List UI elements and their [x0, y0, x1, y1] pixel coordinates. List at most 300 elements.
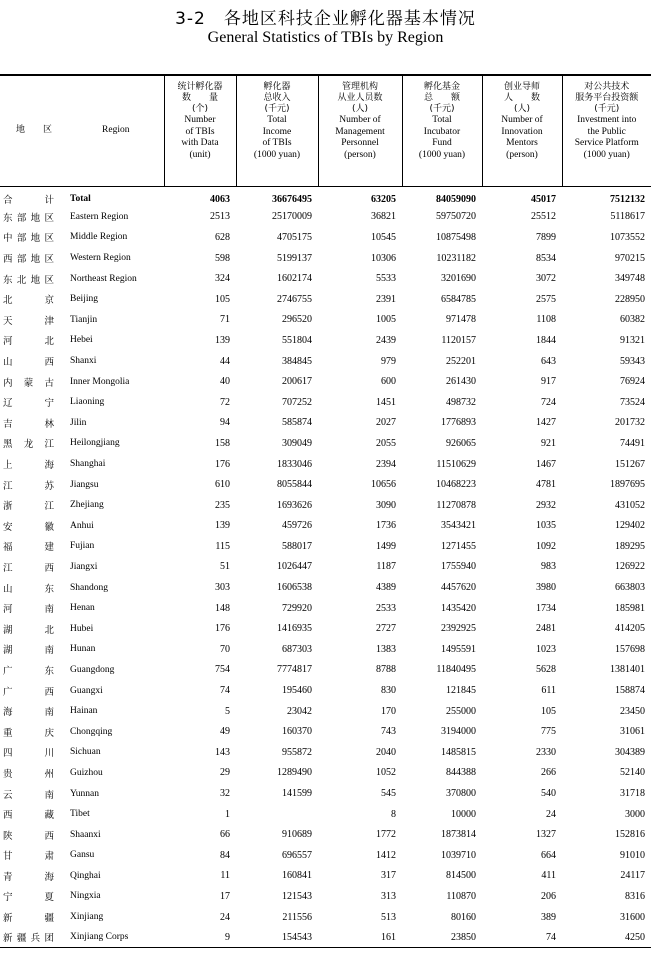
cell-innovation-mentors: 7899	[536, 231, 556, 243]
cell-tbi-count: 29	[220, 767, 230, 779]
cell-incubator-fund: 498732	[446, 396, 476, 408]
cell-innovation-mentors: 24	[546, 808, 556, 820]
cell-platform-investment: 73524	[620, 396, 645, 408]
region-name-cn: 青海	[3, 871, 54, 883]
cell-tbi-count: 2513	[210, 211, 230, 223]
cell-innovation-mentors: 664	[541, 849, 556, 861]
cell-tbi-count: 754	[215, 664, 230, 676]
cell-total-income: 551804	[282, 334, 312, 346]
cell-innovation-mentors: 1092	[536, 540, 556, 552]
cell-management-personnel: 2040	[376, 746, 396, 758]
region-name-en: Anhui	[70, 520, 94, 531]
table-row	[0, 268, 651, 289]
cell-total-income: 8055844	[277, 479, 312, 491]
region-name-cn: 湖北	[3, 624, 54, 636]
region-name-en: Tianjin	[70, 314, 98, 325]
region-name-en: Henan	[70, 603, 95, 614]
cell-innovation-mentors: 643	[541, 355, 556, 367]
cell-tbi-count: 143	[215, 746, 230, 758]
cell-innovation-mentors: 1108	[536, 314, 556, 326]
region-name-cn: 江苏	[3, 480, 54, 492]
table-row	[0, 783, 651, 804]
table-row	[0, 907, 651, 928]
header-tbi-count: 统计孵化器 数 量 (个) Number of TBIs with Data (unit)	[164, 75, 236, 186]
cell-tbi-count: 49	[220, 726, 230, 738]
cell-tbi-count: 139	[215, 520, 230, 532]
region-name-en: Xinjiang Corps	[68, 927, 164, 948]
cell-innovation-mentors: 74	[482, 927, 562, 948]
cell-platform-investment: 1073552	[610, 231, 645, 243]
table-row	[0, 927, 651, 948]
region-name-en: Shanxi	[70, 356, 97, 367]
cell-management-personnel: 317	[381, 870, 396, 882]
cell-management-personnel: 2727	[376, 623, 396, 635]
region-name-en: Shanghai	[70, 459, 106, 470]
cell-total-income: 696557	[282, 849, 312, 861]
cell-innovation-mentors: 4781	[536, 479, 556, 491]
cell-management-personnel: 513	[381, 911, 396, 923]
cell-management-personnel: 1772	[376, 829, 396, 841]
cell-platform-investment: 3000	[625, 808, 645, 820]
cell-total-income: 36676495	[272, 193, 312, 205]
region-name-cn: 上海	[3, 460, 54, 472]
cell-innovation-mentors: 2481	[536, 623, 556, 635]
region-name-cn: 天津	[3, 315, 54, 327]
cell-incubator-fund: 3194000	[441, 726, 476, 738]
cell-innovation-mentors: 917	[541, 376, 556, 388]
cell-incubator-fund: 1039710	[441, 849, 476, 861]
cell-innovation-mentors: 266	[541, 767, 556, 779]
table-row	[0, 371, 651, 392]
region-name-en: Hainan	[70, 706, 98, 717]
cell-incubator-fund: 10231182	[436, 252, 476, 264]
cell-incubator-fund: 84059090	[436, 193, 476, 205]
cell-tbi-count: 84	[220, 849, 230, 861]
cell-total-income: 1606538	[277, 582, 312, 594]
table-row	[0, 248, 651, 269]
cell-management-personnel: 1383	[376, 643, 396, 655]
cell-incubator-fund: 23850	[402, 927, 482, 948]
cell-tbi-count: 176	[215, 458, 230, 470]
cell-total-income: 729920	[282, 602, 312, 614]
cell-management-personnel: 1187	[376, 561, 396, 573]
cell-platform-investment: 23450	[620, 705, 645, 717]
table-row	[0, 577, 651, 598]
cell-tbi-count: 44	[220, 355, 230, 367]
region-name-en: Gansu	[70, 850, 95, 861]
cell-incubator-fund: 1120157	[441, 334, 476, 346]
cell-management-personnel: 161	[318, 927, 402, 948]
region-name-en: Sichuan	[70, 747, 101, 758]
region-name-cn: 北京	[3, 295, 54, 307]
cell-incubator-fund: 3543421	[441, 520, 476, 532]
cell-tbi-count: 70	[220, 643, 230, 655]
cell-platform-investment: 76924	[620, 376, 645, 388]
region-name-cn: 甘肃	[3, 851, 54, 863]
cell-platform-investment: 414205	[615, 623, 645, 635]
region-name-cn: 合计	[3, 195, 54, 207]
cell-innovation-mentors: 775	[541, 726, 556, 738]
region-name-cn: 河南	[3, 604, 54, 616]
cell-total-income: 200617	[282, 376, 312, 388]
table-row	[0, 598, 651, 619]
cell-tbi-count: 24	[220, 911, 230, 923]
cell-platform-investment: 152816	[615, 829, 645, 841]
cell-tbi-count: 303	[215, 582, 230, 594]
region-name-en: Jilin	[70, 417, 87, 428]
cell-innovation-mentors: 206	[541, 890, 556, 902]
cell-total-income: 1833046	[277, 458, 312, 470]
cell-incubator-fund: 2392925	[441, 623, 476, 635]
region-name-cn: 河北	[3, 336, 54, 348]
region-name-cn: 中部地区	[3, 233, 54, 245]
cell-total-income: 23042	[287, 705, 312, 717]
region-name-en: Xinjiang	[70, 912, 104, 923]
region-name-cn: 浙江	[3, 501, 54, 513]
table-title-chinese: 3-2 各地区科技企业孵化器基本情况	[175, 9, 476, 29]
cell-tbi-count: 235	[215, 499, 230, 511]
cell-tbi-count: 94	[220, 417, 230, 429]
cell-total-income: 384845	[282, 355, 312, 367]
cell-tbi-count: 139	[215, 334, 230, 346]
cell-platform-investment: 228950	[615, 293, 645, 305]
cell-innovation-mentors: 5628	[536, 664, 556, 676]
region-name-en: Western Region	[70, 253, 131, 264]
cell-management-personnel: 4389	[376, 582, 396, 594]
cell-total-income: 1693626	[277, 499, 312, 511]
cell-platform-investment: 52140	[620, 767, 645, 779]
region-name-en: Total	[70, 194, 91, 205]
cell-innovation-mentors: 1734	[536, 602, 556, 614]
cell-management-personnel: 2439	[376, 334, 396, 346]
cell-management-personnel: 2027	[376, 417, 396, 429]
cell-platform-investment: 129402	[615, 520, 645, 532]
table-row	[0, 660, 651, 681]
cell-innovation-mentors: 25512	[531, 211, 556, 223]
cell-management-personnel: 5533	[376, 273, 396, 285]
cell-tbi-count: 72	[220, 396, 230, 408]
region-name-cn: 新疆	[3, 913, 54, 925]
cell-management-personnel: 1052	[376, 767, 396, 779]
cell-platform-investment: 91010	[620, 849, 645, 861]
cell-platform-investment: 5118617	[610, 211, 645, 223]
region-name-en: Hebei	[70, 335, 93, 346]
table-row	[0, 495, 651, 516]
region-name-cn: 四川	[3, 748, 54, 760]
cell-total-income: 25170009	[272, 211, 312, 223]
cell-management-personnel: 1005	[376, 314, 396, 326]
cell-incubator-fund: 10875498	[436, 231, 476, 243]
cell-innovation-mentors: 1427	[536, 417, 556, 429]
cell-innovation-mentors: 1467	[536, 458, 556, 470]
cell-management-personnel: 10545	[371, 231, 396, 243]
cell-total-income: 5199137	[277, 252, 312, 264]
region-name-en: Inner Mongolia	[70, 376, 130, 387]
cell-total-income: 1289490	[277, 767, 312, 779]
cell-management-personnel: 3090	[376, 499, 396, 511]
header-row	[0, 75, 651, 186]
cell-management-personnel: 10306	[371, 252, 396, 264]
region-name-cn: 江西	[3, 562, 54, 574]
region-name-en: Tibet	[70, 809, 90, 820]
cell-innovation-mentors: 1844	[536, 334, 556, 346]
cell-platform-investment: 349748	[615, 273, 645, 285]
table-row	[0, 516, 651, 537]
table-row	[0, 207, 651, 228]
cell-incubator-fund: 110870	[446, 890, 476, 902]
table-row	[0, 886, 651, 907]
region-header-cn: 地 区	[0, 75, 68, 186]
cell-tbi-count: 32	[220, 788, 230, 800]
cell-total-income: 1416935	[277, 623, 312, 635]
cell-platform-investment: 7512132	[610, 193, 645, 205]
cell-incubator-fund: 10000	[451, 808, 476, 820]
cell-management-personnel: 313	[381, 890, 396, 902]
region-name-en: Northeast Region	[70, 273, 137, 284]
cell-total-income: 2746755	[277, 293, 312, 305]
cell-management-personnel: 8788	[376, 664, 396, 676]
cell-incubator-fund: 11510629	[436, 458, 476, 470]
region-name-cn: 西部地区	[3, 254, 54, 266]
cell-incubator-fund: 80160	[451, 911, 476, 923]
total-row	[0, 186, 651, 207]
cell-tbi-count: 324	[215, 273, 230, 285]
cell-management-personnel: 8	[391, 808, 396, 820]
table-row	[0, 721, 651, 742]
table-row	[0, 454, 651, 475]
region-name-cn: 福建	[3, 542, 54, 554]
table-row	[0, 351, 651, 372]
cell-platform-investment: 1381401	[610, 664, 645, 676]
cell-platform-investment: 31061	[620, 726, 645, 738]
region-name-en: Zhejiang	[70, 500, 104, 511]
region-name-en: Shaanxi	[70, 829, 101, 840]
statistics-table	[0, 74, 651, 948]
cell-incubator-fund: 1873814	[441, 829, 476, 841]
cell-innovation-mentors: 3072	[536, 273, 556, 285]
region-name-en: Fujian	[70, 541, 95, 552]
region-name-en: Beijing	[70, 294, 98, 305]
cell-platform-investment: 31600	[620, 911, 645, 923]
table-row	[0, 618, 651, 639]
cell-management-personnel: 36821	[371, 211, 396, 223]
cell-tbi-count: 148	[215, 602, 230, 614]
cell-tbi-count: 40	[220, 376, 230, 388]
region-name-en: Jiangsu	[70, 479, 99, 490]
table-row	[0, 536, 651, 557]
table-title-english: General Statistics of TBIs by Region	[207, 29, 444, 46]
region-name-en: Guizhou	[70, 767, 103, 778]
table-row	[0, 227, 651, 248]
cell-total-income: 211556	[282, 911, 312, 923]
cell-innovation-mentors: 540	[541, 788, 556, 800]
cell-total-income: 7774817	[277, 664, 312, 676]
cell-platform-investment: 151267	[615, 458, 645, 470]
cell-innovation-mentors: 724	[541, 396, 556, 408]
region-name-en: Ningxia	[70, 891, 101, 902]
cell-management-personnel: 600	[381, 376, 396, 388]
cell-platform-investment: 1897695	[610, 479, 645, 491]
cell-platform-investment: 431052	[615, 499, 645, 511]
region-name-cn: 贵州	[3, 768, 54, 780]
cell-management-personnel: 63205	[371, 193, 396, 205]
cell-incubator-fund: 1271455	[441, 540, 476, 552]
cell-platform-investment: 185981	[615, 602, 645, 614]
cell-tbi-count: 4063	[210, 193, 230, 205]
cell-incubator-fund: 1755940	[441, 561, 476, 573]
cell-incubator-fund: 59750720	[436, 211, 476, 223]
cell-platform-investment: 4250	[562, 927, 651, 948]
cell-incubator-fund: 255000	[446, 705, 476, 717]
cell-incubator-fund: 971478	[446, 314, 476, 326]
table-row	[0, 824, 651, 845]
cell-total-income: 160370	[282, 726, 312, 738]
header-innovation-mentors: 创业导师 人 数 (人) Number of Innovation Mentors (person)	[482, 75, 562, 186]
cell-platform-investment: 8316	[625, 890, 645, 902]
cell-innovation-mentors: 3980	[536, 582, 556, 594]
region-name-cn: 安徽	[3, 521, 54, 533]
cell-incubator-fund: 370800	[446, 788, 476, 800]
cell-tbi-count: 176	[215, 623, 230, 635]
region-name-en: Eastern Region	[70, 211, 129, 222]
cell-incubator-fund: 11270878	[436, 499, 476, 511]
cell-incubator-fund: 10468223	[436, 479, 476, 491]
cell-total-income: 141599	[282, 788, 312, 800]
table-row	[0, 742, 651, 763]
cell-total-income: 4705175	[277, 231, 312, 243]
cell-management-personnel: 2533	[376, 602, 396, 614]
cell-management-personnel: 1451	[376, 396, 396, 408]
cell-total-income: 121543	[282, 890, 312, 902]
table-row	[0, 310, 651, 331]
cell-management-personnel: 545	[381, 788, 396, 800]
cell-tbi-count: 66	[220, 829, 230, 841]
table-row	[0, 680, 651, 701]
cell-management-personnel: 979	[381, 355, 396, 367]
cell-management-personnel: 2394	[376, 458, 396, 470]
region-name-cn: 东部地区	[3, 212, 54, 224]
header-incubator-fund: 孵化基金 总 额 (千元) Total Incubator Fund (1000 yuan)	[402, 75, 482, 186]
cell-incubator-fund: 814500	[446, 870, 476, 882]
table-row	[0, 413, 651, 434]
table-row	[0, 639, 651, 660]
region-name-en: Hubei	[70, 623, 94, 634]
cell-total-income	[236, 804, 318, 825]
cell-management-personnel: 170	[381, 705, 396, 717]
cell-total-income: 195460	[282, 685, 312, 697]
cell-innovation-mentors: 2330	[536, 746, 556, 758]
cell-innovation-mentors: 411	[541, 870, 556, 882]
region-header-en: Region	[68, 75, 164, 186]
cell-platform-investment: 201732	[615, 417, 645, 429]
cell-innovation-mentors: 1035	[536, 520, 556, 532]
cell-tbi-count: 51	[220, 561, 230, 573]
region-name-cn: 山西	[3, 357, 54, 369]
table-row	[0, 289, 651, 310]
region-name-en: Shandong	[70, 582, 108, 593]
cell-total-income: 707252	[282, 396, 312, 408]
cell-total-income: 459726	[282, 520, 312, 532]
cell-tbi-count: 610	[215, 479, 230, 491]
cell-platform-investment: 91321	[620, 334, 645, 346]
region-name-cn: 广东	[3, 665, 54, 677]
cell-platform-investment: 31718	[620, 788, 645, 800]
region-name-cn: 陕西	[3, 830, 54, 842]
header-total-income: 孵化器 总收入 (千元) Total Income of TBIs (1000 yuan)	[236, 75, 318, 186]
cell-innovation-mentors: 2575	[536, 293, 556, 305]
cell-innovation-mentors: 1023	[536, 643, 556, 655]
cell-tbi-count: 5	[225, 705, 230, 717]
cell-platform-investment: 126922	[615, 561, 645, 573]
cell-total-income: 687303	[282, 643, 312, 655]
region-name-en: Hunan	[70, 644, 96, 655]
cell-tbi-count: 628	[215, 231, 230, 243]
cell-platform-investment: 189295	[615, 540, 645, 552]
cell-total-income: 955872	[282, 746, 312, 758]
cell-tbi-count: 105	[215, 293, 230, 305]
cell-incubator-fund: 926065	[446, 437, 476, 449]
cell-management-personnel: 1736	[376, 520, 396, 532]
cell-innovation-mentors: 105	[541, 705, 556, 717]
cell-total-income: 1026447	[277, 561, 312, 573]
cell-total-income: 296520	[282, 314, 312, 326]
cell-innovation-mentors: 1327	[536, 829, 556, 841]
cell-total-income: 588017	[282, 540, 312, 552]
table-row	[0, 474, 651, 495]
cell-incubator-fund: 1495591	[441, 643, 476, 655]
region-name-en: Guangdong	[70, 664, 115, 675]
table-row	[0, 330, 651, 351]
cell-total-income: 585874	[282, 417, 312, 429]
region-name-en: Guangxi	[70, 685, 103, 696]
header-platform-investment: 对公共技术 服务平台投资额 (千元) Investment into the Public Service Platform (1000 yuan)	[562, 75, 651, 186]
cell-innovation-mentors: 8534	[536, 252, 556, 264]
region-name-en: Middle Region	[70, 232, 128, 243]
region-name-cn: 山东	[3, 583, 54, 595]
cell-platform-investment: 158874	[615, 685, 645, 697]
region-name-en: Heilongjiang	[70, 438, 120, 449]
cell-total-income: 154543	[236, 927, 318, 948]
region-name-en: Jiangxi	[70, 561, 98, 572]
cell-management-personnel: 2391	[376, 293, 396, 305]
cell-management-personnel: 1499	[376, 540, 396, 552]
cell-incubator-fund: 3201690	[441, 273, 476, 285]
region-name-cn: 湖南	[3, 645, 54, 657]
cell-incubator-fund: 1485815	[441, 746, 476, 758]
cell-tbi-count: 1	[225, 808, 230, 820]
cell-platform-investment: 970215	[615, 252, 645, 264]
cell-tbi-count: 17	[220, 890, 230, 902]
cell-incubator-fund: 252201	[446, 355, 476, 367]
cell-tbi-count: 598	[215, 252, 230, 264]
cell-platform-investment: 663803	[615, 582, 645, 594]
cell-innovation-mentors: 921	[541, 437, 556, 449]
region-name-en: Chongqing	[70, 726, 113, 737]
cell-tbi-count: 9	[164, 927, 236, 948]
cell-platform-investment: 304389	[615, 746, 645, 758]
cell-platform-investment: 60382	[620, 314, 645, 326]
region-name-en: Yunnan	[70, 788, 100, 799]
cell-total-income: 309049	[282, 437, 312, 449]
table-row	[0, 845, 651, 866]
cell-innovation-mentors: 2932	[536, 499, 556, 511]
cell-tbi-count: 74	[220, 685, 230, 697]
table-row	[0, 433, 651, 454]
region-name-en: Liaoning	[70, 397, 105, 408]
cell-management-personnel: 2055	[376, 437, 396, 449]
cell-platform-investment: 59343	[620, 355, 645, 367]
table-row	[0, 804, 651, 825]
